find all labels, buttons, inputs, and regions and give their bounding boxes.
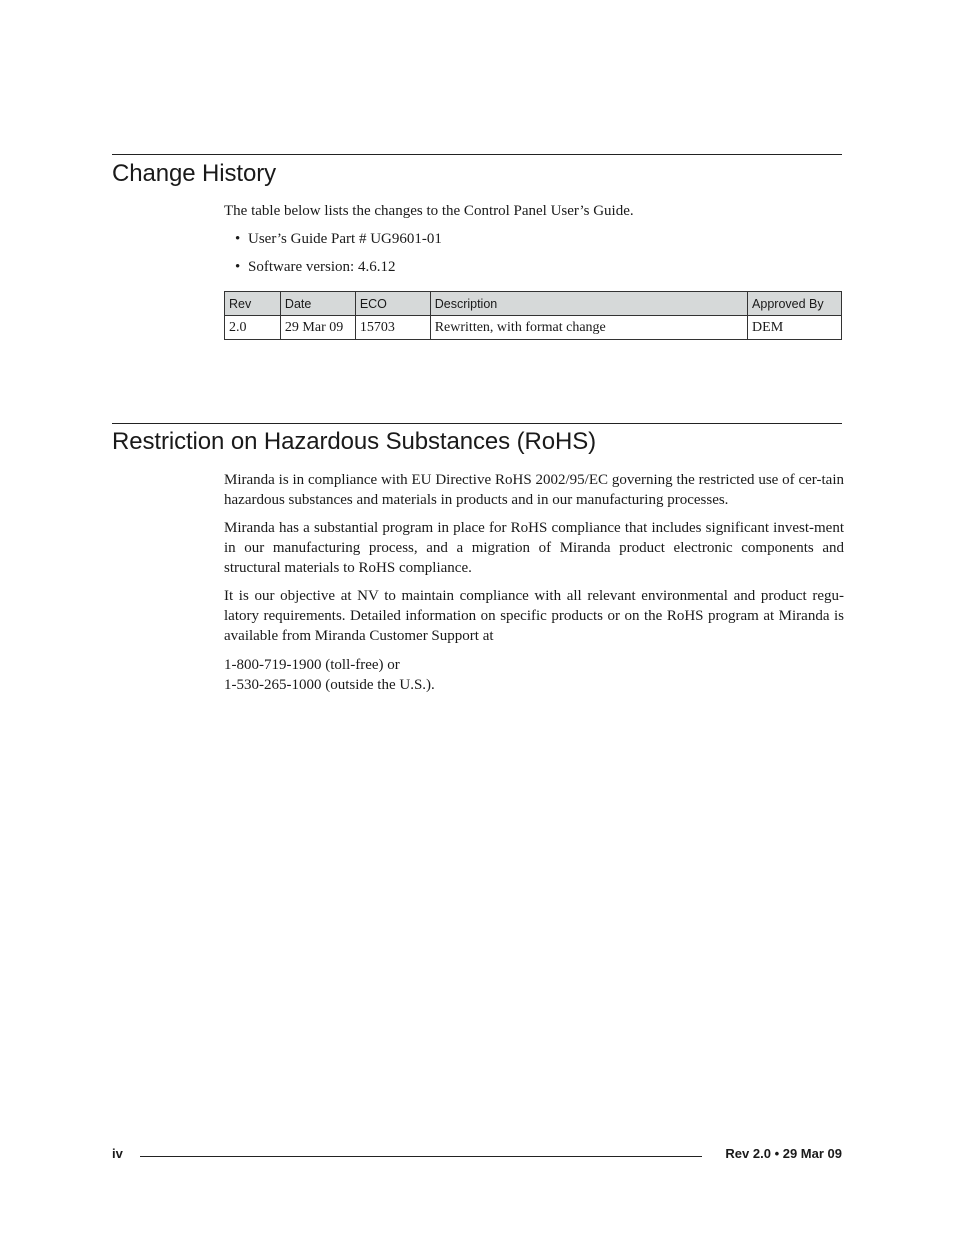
cell-approved-by: DEM bbox=[748, 316, 842, 340]
rohs-paragraph: Miranda is in compliance with EU Directive RoHS 2002/95/EC governing the restricted use of cer-tain hazardous substances and materials in products and in our manufacturing processes. bbox=[224, 472, 844, 508]
phone-outside-us: 1-530-265-1000 (outside the U.S.). bbox=[224, 677, 435, 693]
column-header-rev: Rev bbox=[225, 292, 281, 316]
change-history-intro: The table below lists the changes to the Control Panel User’s Guide. bbox=[224, 203, 634, 219]
rohs-paragraph: It is our objective at NV to maintain compliance with all relevant environmental and product regu-latory requirements. Detailed information on specific products or on the RoHS program at Miranda is available from Miranda Customer Support at bbox=[224, 588, 844, 644]
change-history-table bbox=[224, 291, 842, 340]
bullet-icon: • bbox=[235, 259, 241, 275]
cell-description: Rewritten, with format change bbox=[430, 316, 747, 340]
bullet-icon: • bbox=[235, 231, 241, 247]
phone-toll-free: 1-800-719-1900 (toll-free) or bbox=[224, 657, 400, 673]
heading-rohs: Restriction on Hazardous Substances (RoHS) bbox=[112, 428, 597, 455]
section-rule-change-history bbox=[112, 154, 842, 155]
page-number: iv bbox=[112, 1146, 123, 1161]
cell-rev: 2.0 bbox=[225, 316, 281, 340]
section-rule-rohs bbox=[112, 423, 842, 424]
rohs-paragraph: Miranda has a substantial program in place for RoHS compliance that includes significant invest-ment in our manufacturing process, and a migration of Miranda product electronic components and structural materials to RoHS compliance. bbox=[224, 520, 844, 576]
bullet-item bbox=[235, 229, 442, 249]
heading-change-history: Change History bbox=[112, 160, 277, 187]
table-header-row bbox=[225, 292, 842, 316]
bullet-text: User’s Guide Part # UG9601-01 bbox=[248, 231, 442, 247]
revision-label: Rev 2.0 • 29 Mar 09 bbox=[725, 1146, 842, 1161]
column-header-date: Date bbox=[280, 292, 355, 316]
table-row bbox=[225, 316, 842, 340]
bullet-text: Software version: 4.6.12 bbox=[248, 259, 396, 275]
cell-date: 29 Mar 09 bbox=[280, 316, 355, 340]
column-header-eco: ECO bbox=[355, 292, 430, 316]
contact-phones bbox=[224, 655, 844, 695]
bullet-item bbox=[235, 257, 395, 277]
column-header-description: Description bbox=[430, 292, 747, 316]
cell-eco: 15703 bbox=[355, 316, 430, 340]
footer-rule bbox=[140, 1156, 702, 1157]
column-header-approved-by: Approved By bbox=[748, 292, 842, 316]
